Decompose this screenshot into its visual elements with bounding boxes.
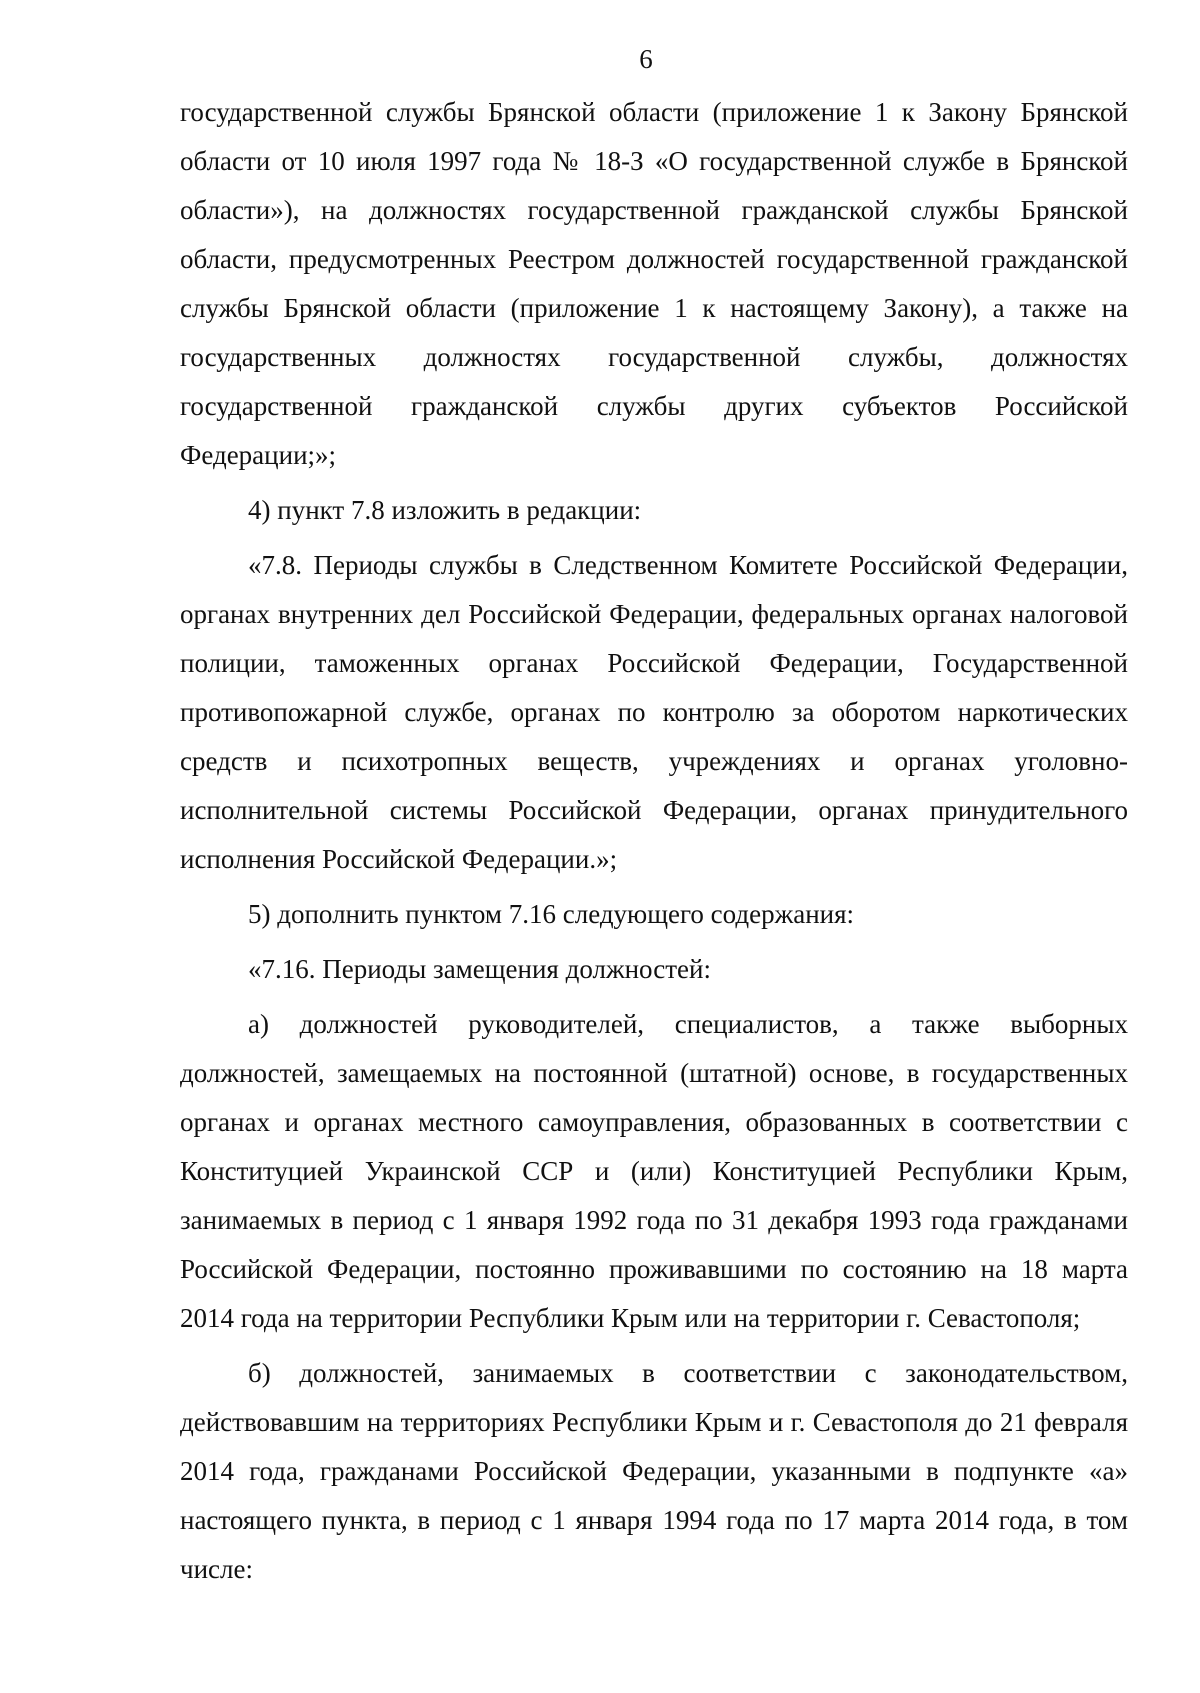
paragraph-subitem-a: а) должностей руководителей, специалистов, а также выборных должностей, замещаемых на постоянной (штатной) основе, в государственных органах и органах местного самоуправления, образованных в соответствии с Конституцией Украинской ССР и (или) Конституцией Республики Крым, занимаемых в период с 1 января 1992 года по 31 декабря 1993 года гражданами Российской Федерации, постоянно проживавшими по состоянию на 18 марта 2014 года на территории Республики Крым или на территории г. Севастополя; bbox=[180, 1009, 1128, 1333]
document-body bbox=[180, 88, 1128, 1594]
paragraph-item-5: 5) дополнить пунктом 7.16 следующего содержания: bbox=[248, 899, 855, 929]
paragraph-clause-7-16: «7.16. Периоды замещения должностей: bbox=[248, 954, 711, 984]
paragraph-subitem-b: б) должностей, занимаемых в соответствии с законодательством, действовавшим на территориях Республики Крым и г. Севастополя до 21 февраля 2014 года, гражданами Российской Федерации, указанными в подпункте «а» настоящего пункта, в период с 1 января 1994 года по 17 марта 2014 года, в том числе: bbox=[180, 1358, 1128, 1584]
paragraph-clause-7-8: «7.8. Периоды службы в Следственном Комитете Российской Федерации, органах внутренних дел Российской Федерации, федеральных органах налоговой полиции, таможенных органах Российской Федерации, Государственной противопожарной службе, органах по контролю за оборотом наркотических средств и психотропных веществ, учреждениях и органах уголовно-исполнительной системы Российской Федерации, органах принудительного исполнения Российской Федерации.»; bbox=[180, 550, 1128, 874]
paragraph-item-4: 4) пункт 7.8 изложить в редакции: bbox=[248, 495, 642, 525]
paragraph-continuation: государственной службы Брянской области (приложение 1 к Закону Брянской области от 10 июля 1997 года № 18-З «О государственной службе в Брянской области»), на должностях государственной гражданской службы Брянской области, предусмотренных Реестром должностей государственной гражданской службы Брянской области (приложение 1 к настоящему Закону), а также на государственных должностях государственной службы, должностях государственной гражданской службы других субъектов Российской Федерации;»; bbox=[180, 97, 1128, 470]
page-number: 6 bbox=[639, 44, 653, 74]
